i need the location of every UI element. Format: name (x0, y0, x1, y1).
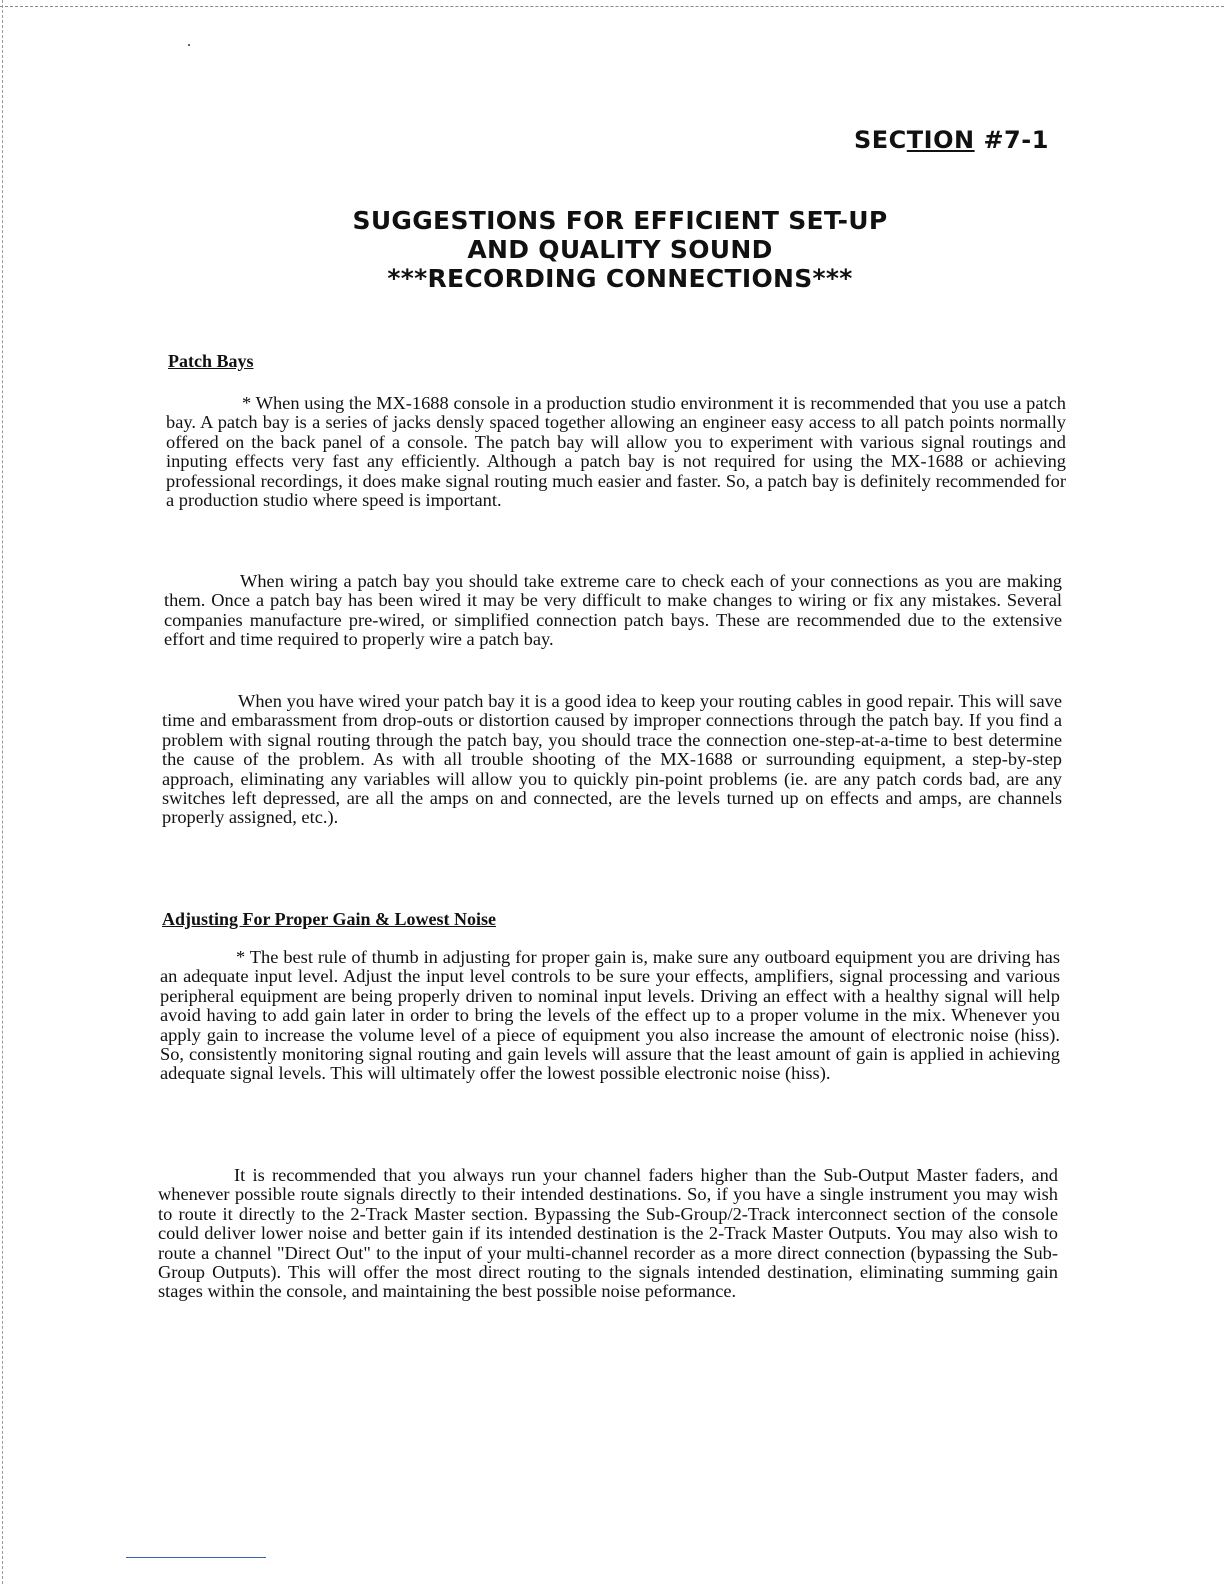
patch-bays-paragraph-2 (164, 572, 1062, 650)
gain-noise-paragraph-1 (160, 948, 1060, 1084)
section-heading: Adjusting For Proper Gain & Lowest Noise (162, 909, 497, 929)
paragraph: It is recommended that you always run your channel faders higher than the Sub-Output Master faders, and whenever possible route signals directly to their intended destinations. So, if you have a single instrument you may wish to route it directly to the 2-Track Master section. Bypassing the Sub-Group/2-Track interconnect section of the console could deliver lower noise and better gain if its intended destination is the 2-Track Master Outputs. You may also wish to route a channel "Direct Out" to the input of your multi-channel recorder as a more direct connection (bypassing the Sub-Group Outputs). This will offer the most direct routing to the signals intended destination, eliminating summing gain stages within the console, and maintaining the best possible noise peformance. (158, 1165, 1058, 1302)
patch-bays-heading (168, 352, 1068, 371)
paragraph: When wiring a patch bay you should take extreme care to check each of your connections as you are making them. Once a patch bay has been wired it may be very difficult to make changes to wiring or fix any mistakes. Several companies manufacture pre-wired, or simplified connection patch bays. These are recommended due to the extensive effort and time required to properly wire a patch bay. (164, 571, 1062, 650)
gain-noise-heading (162, 910, 1062, 929)
paragraph: When you have wired your patch bay it is a good idea to keep your routing cables in good repair. This will save time and embarassment from drop-outs or distortion caused by improper connections through the patch bay. If you find a problem with signal routing through the patch bay, you should trace the connection one-step-at-a-time to best determine the cause of the problem. As with all trouble shooting of the MX-1688 or surrounding equipment, a step-by-step approach, eliminating any variables will allow you to quickly pin-point problems (ie. are any patch cords bad, are any switches left depressed, are all the amps on and connected, are the levels turned up on effects and amps, are channels properly assigned, etc.). (162, 691, 1062, 828)
gain-noise-paragraph-2 (158, 1166, 1058, 1302)
scan-edge-left (2, 0, 3, 1584)
section-underlined: TION (906, 126, 975, 154)
document-title (250, 206, 990, 293)
title-line-3: ***RECORDING CONNECTIONS*** (387, 264, 853, 293)
patch-bays-paragraph-1 (166, 394, 1066, 510)
paragraph: * The best rule of thumb in adjusting for proper gain is, make sure any outboard equipment you are driving has an adequate input level. Adjust the input level controls to be sure your effects, amplifiers, signal processing and various peripheral equipment are being properly driven to nominal input levels. Driving an effect with a healthy signal will help avoid having to add gain later in order to bring the levels of the effect up to a proper volume in the mix. Whenever you apply gain to increase the volume level of a piece of equipment you also increase the amount of electronic noise (hiss). So, consistently monitoring signal routing and gain levels will assure that the least amount of gain is applied in achieving adequate signal levels. This will ultimately offer the lowest possible electronic noise (hiss). (160, 947, 1060, 1084)
footer-rule (126, 1557, 266, 1558)
section-suffix: #7-1 (974, 126, 1049, 154)
section-number (854, 126, 1049, 154)
paragraph: * When using the MX-1688 console in a production studio environment it is recommended that you use a patch bay. A patch bay is a series of jacks densly spaced together allowing an engineer easy access to all patch points normally offered on the back panel of a console. The patch bay will allow you to experiment with various signal routings and inputing effects very fast any efficiently. Although a patch bay is not required for using the MX-1688 or achieving professional recordings, it does make signal routing much easier and faster. So, a patch bay is definitely recommended for a production studio where speed is important. (166, 393, 1066, 511)
scan-speck (188, 44, 190, 46)
title-line-2: AND QUALITY SOUND (467, 235, 773, 264)
title-line-1: SUGGESTIONS FOR EFFICIENT SET-UP (352, 206, 888, 235)
section-heading: Patch Bays (168, 351, 254, 371)
scan-edge-top (0, 6, 1224, 7)
section-prefix: SEC (854, 126, 907, 154)
patch-bays-paragraph-3 (162, 692, 1062, 828)
